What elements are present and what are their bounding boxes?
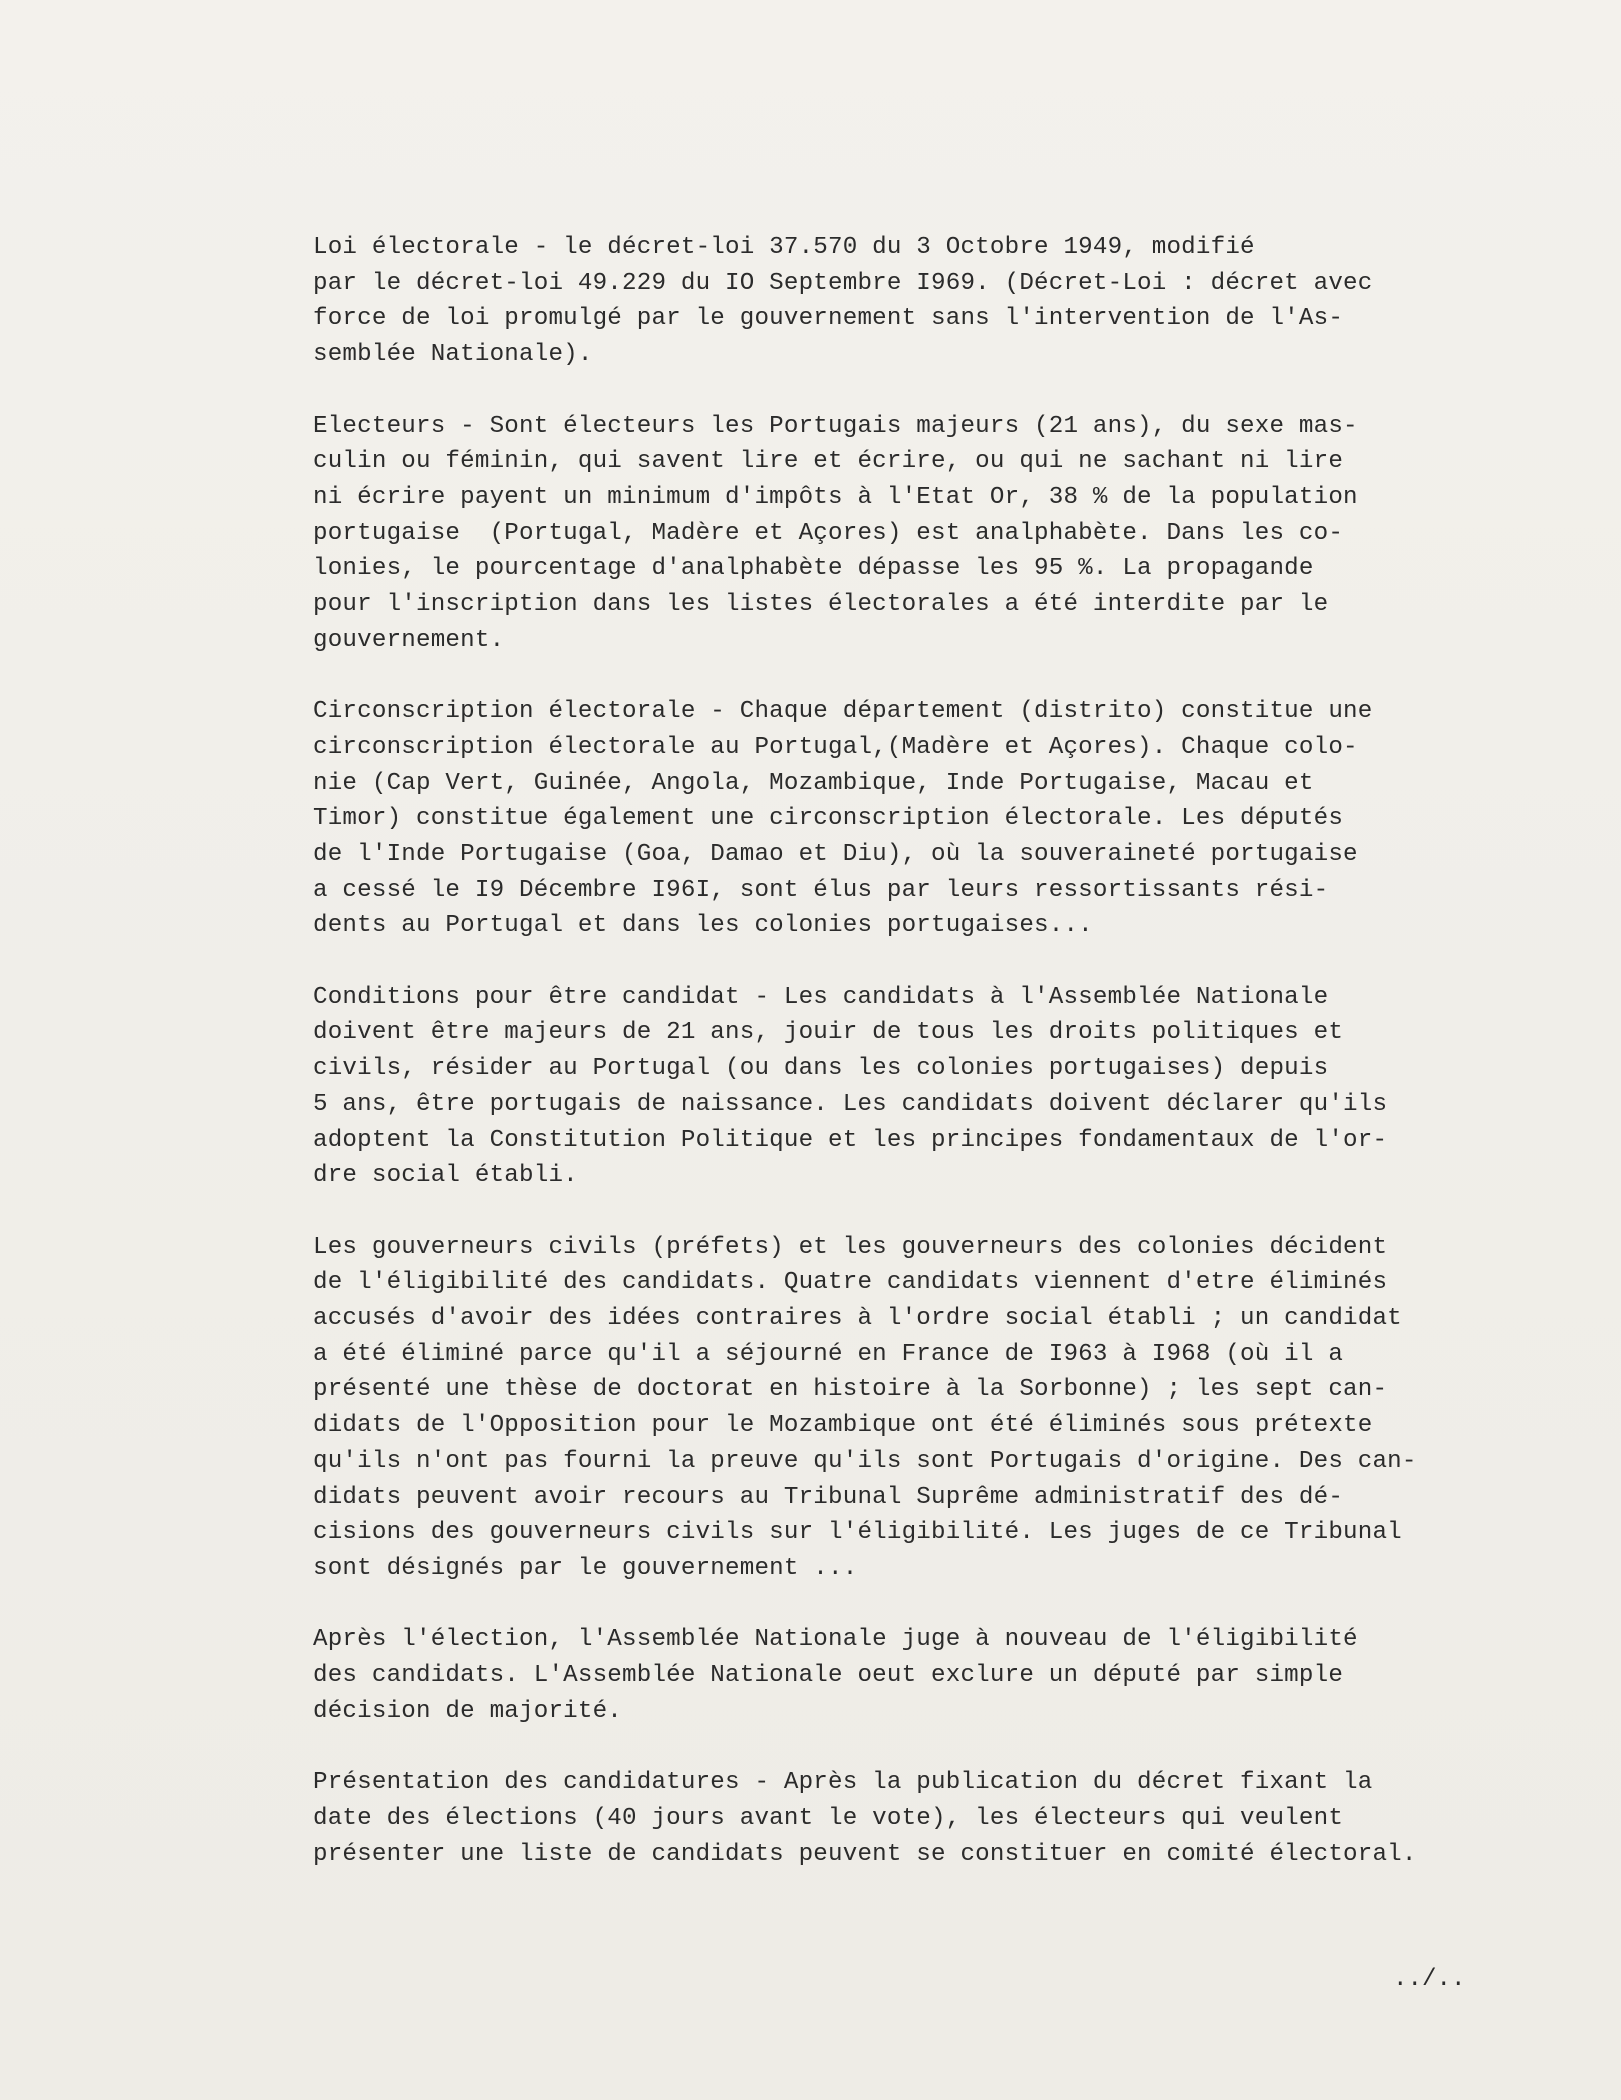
text-line: didats de l'Opposition pour le Mozambique ont été éliminés sous prétexte [313,1412,1373,1440]
text-line: Conditions pour être candidat - Les candidats à l'Assemblée Nationale [313,983,1329,1011]
paragraph-conditions-candidat [313,980,1493,1194]
text-line: de l'Inde Portugaise (Goa, Damao et Diu), où la souveraineté portugaise [313,840,1358,868]
text-line: sont désignés par le gouvernement ... [313,1554,858,1582]
text-line: par le décret-loi 49.229 du IO Septembre I969. (Décret-Loi : décret avec [313,269,1373,297]
paragraph-presentation-candidatures [313,1765,1493,1872]
text-line: doivent être majeurs de 21 ans, jouir de tous les droits politiques et [313,1019,1344,1047]
text-line: Circonscription électorale - Chaque département (distrito) constitue une [313,698,1373,726]
text-line: dents au Portugal et dans les colonies portugaises... [313,912,1093,940]
continuation-mark: ../.. [1393,1966,1466,1993]
text-line: a été éliminé parce qu'il a séjourné en France de I963 à I968 (où il a [313,1340,1344,1368]
text-line: cisions des gouverneurs civils sur l'éligibilité. Les juges de ce Tribunal [313,1519,1402,1547]
text-line: circonscription électorale au Portugal,(Madère et Açores). Chaque colo- [313,733,1358,761]
text-line: présenter une liste de candidats peuvent se constituer en comité électoral. [313,1840,1417,1868]
paragraph-loi-electorale [313,230,1493,373]
paragraph-circonscription [313,694,1493,944]
text-line: décision de majorité. [313,1697,623,1725]
text-line: des candidats. L'Assemblée Nationale oeut exclure un député par simple [313,1662,1344,1690]
text-line: accusés d'avoir des idées contraires à l'ordre social établi ; un candidat [313,1305,1402,1333]
text-line: didats peuvent avoir recours au Tribunal Suprême administratif des dé- [313,1483,1344,1511]
text-line: présenté une thèse de doctorat en histoire à la Sorbonne) ; les sept can- [313,1376,1388,1404]
text-line: a cessé le I9 Décembre I96I, sont élus par leurs ressortissants rési- [313,876,1329,904]
text-line: de l'éligibilité des candidats. Quatre candidats viennent d'etre éliminés [313,1269,1388,1297]
text-line: semblée Nationale). [313,341,593,369]
text-line: dre social établi. [313,1162,578,1190]
text-line: civils, résider au Portugal (ou dans les colonies portugaises) depuis [313,1055,1329,1083]
text-line: lonies, le pourcentage d'analphabète dépasse les 95 %. La propagande [313,555,1314,583]
text-line: Loi électorale - le décret-loi 37.570 du 3 Octobre 1949, modifié [313,234,1255,261]
text-line: ni écrire payent un minimum d'impôts à l'Etat Or, 38 % de la population [313,483,1358,511]
text-line: adoptent la Constitution Politique et les principes fondamentaux de l'or- [313,1126,1388,1154]
text-line: Les gouverneurs civils (préfets) et les gouverneurs des colonies décident [313,1233,1388,1261]
text-line: Après l'élection, l'Assemblée Nationale juge à nouveau de l'éligibilité [313,1626,1358,1654]
paragraph-apres-election [313,1622,1493,1729]
text-line: nie (Cap Vert, Guinée, Angola, Mozambique, Inde Portugaise, Macau et [313,769,1314,797]
text-line: pour l'inscription dans les listes électorales a été interdite par le [313,591,1329,619]
text-line: culin ou féminin, qui savent lire et écrire, ou qui ne sachant ni lire [313,448,1344,476]
text-line: Timor) constitue également une circonscription électorale. Les députés [313,805,1344,833]
text-line: qu'ils n'ont pas fourni la preuve qu'ils sont Portugais d'origine. Des can- [313,1447,1417,1475]
text-line: Présentation des candidatures - Après la publication du décret fixant la [313,1769,1373,1797]
paragraph-electeurs [313,409,1493,659]
text-line: date des élections (40 jours avant le vote), les électeurs qui veulent [313,1804,1344,1832]
text-line: force de loi promulgé par le gouvernement sans l'intervention de l'As- [313,305,1344,333]
text-line: portugaise (Portugal, Madère et Açores) est analphabète. Dans les co- [313,519,1344,547]
text-line: 5 ans, être portugais de naissance. Les candidats doivent déclarer qu'ils [313,1090,1388,1118]
paragraph-gouverneurs [313,1230,1493,1587]
document-body [313,230,1493,1908]
text-line: Electeurs - Sont électeurs les Portugais majeurs (21 ans), du sexe mas- [313,412,1358,440]
text-line: gouvernement. [313,626,505,654]
